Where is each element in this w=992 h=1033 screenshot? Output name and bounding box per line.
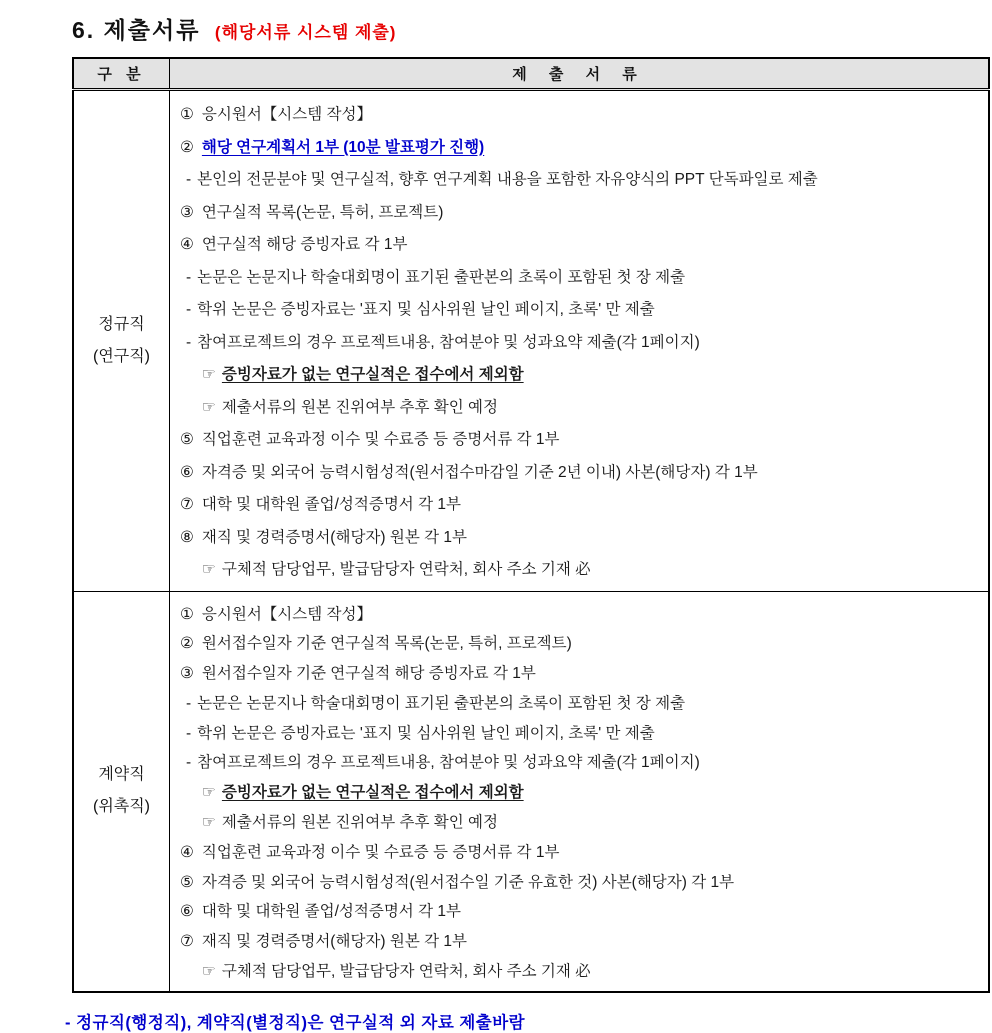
- row-label-line: 계약직: [98, 766, 145, 784]
- line-text: 증빙자료가 없는 연구실적은 접수에서 제외함: [221, 784, 524, 802]
- pointer-hand-icon: ☞: [202, 398, 216, 416]
- line-marker: -: [186, 754, 192, 772]
- line-text: 본인의 전문분야 및 연구실적, 향후 연구계획 내용을 포함한 자유양식의 PPT 단독파일로 제출: [197, 171, 818, 188]
- doc-line: [174, 197, 984, 230]
- line-marker: -: [186, 694, 192, 712]
- doc-line: [174, 262, 984, 295]
- line-marker: ①: [180, 106, 194, 123]
- row-documents-cell: [170, 90, 990, 592]
- doc-line: [174, 600, 984, 630]
- documents-table: [72, 57, 990, 993]
- doc-line: [174, 629, 984, 659]
- doc-line: [174, 522, 984, 555]
- line-text: 논문은 논문지나 학술대회명이 표기된 출판본의 초록이 포함된 첫 장 제출: [197, 268, 686, 286]
- line-text: 응시원서【시스템 작성】: [201, 605, 372, 623]
- line-marker: -: [186, 333, 192, 351]
- line-text: 해당 연구계획서 1부 (10분 발표평가 진행): [201, 138, 485, 156]
- doc-line: [174, 229, 984, 262]
- doc-line: [174, 927, 984, 957]
- doc-line: [174, 719, 984, 749]
- line-text: 제출서류의 원본 진위여부 추후 확인 예정: [221, 398, 498, 416]
- doc-line: [174, 838, 984, 868]
- row-label-line: (위촉직): [92, 798, 151, 816]
- line-text: 대학 및 대학원 졸업/성적증명서 각 1부: [201, 903, 461, 921]
- line-marker: ⑥: [180, 463, 194, 481]
- line-marker: ⑦: [180, 933, 194, 951]
- row-label: [73, 90, 170, 592]
- line-marker: -: [186, 171, 192, 188]
- line-text: 자격증 및 외국어 능력시험성적(원서접수일 기준 유효한 것) 사본(해당자) 각 1부: [201, 873, 735, 891]
- line-marker: ①: [180, 605, 194, 623]
- line-marker: ②: [180, 138, 194, 156]
- line-text: 참여프로젝트의 경우 프로젝트내용, 참여분야 및 성과요약 제출(각 1페이지): [197, 333, 700, 351]
- pointer-hand-icon: ☞: [202, 963, 216, 981]
- line-text: 재직 및 경력증명서(해당자) 원본 각 1부: [201, 528, 467, 546]
- row-documents-cell: [170, 591, 990, 992]
- page-title-highlight: (해당서류 시스템 제출): [214, 23, 397, 42]
- line-marker: ⑤: [180, 431, 194, 448]
- pointer-hand-icon: ☞: [202, 814, 216, 832]
- doc-line: [174, 659, 984, 689]
- table-header-category: 구 분: [73, 58, 170, 90]
- footer-note: - 정규직(행정직), 계약직(별정직)은 연구실적 외 자료 제출바람: [65, 1013, 526, 1032]
- table-row: [73, 90, 989, 592]
- pointer-hand-icon: ☞: [202, 784, 216, 802]
- doc-line: [174, 99, 984, 132]
- table-row: [73, 591, 989, 992]
- doc-line: [174, 689, 984, 719]
- line-marker: ②: [180, 635, 194, 653]
- doc-line: [174, 489, 984, 522]
- page-title: [72, 12, 992, 45]
- line-marker: ③: [180, 665, 194, 683]
- line-text: 직업훈련 교육과정 이수 및 수료증 등 증명서류 각 1부: [201, 431, 560, 448]
- line-text: 논문은 논문지나 학술대회명이 표기된 출판본의 초록이 포함된 첫 장 제출: [197, 694, 686, 712]
- doc-line: [174, 748, 984, 778]
- line-text: 학위 논문은 증빙자료는 '표지 및 심사위원 날인 페이지, 초록' 만 제출: [197, 301, 655, 318]
- row-label-line: (연구직): [92, 347, 151, 365]
- doc-line: [174, 164, 984, 197]
- doc-line: [174, 424, 984, 457]
- doc-line: [174, 359, 984, 392]
- table-header-documents: 제 출 서 류: [170, 58, 990, 90]
- line-text: 원서접수일자 기준 연구실적 해당 증빙자료 각 1부: [201, 665, 536, 683]
- doc-line: [174, 132, 984, 165]
- line-marker: ④: [180, 843, 194, 861]
- documents-table-header: [73, 58, 989, 90]
- line-text: 응시원서【시스템 작성】: [201, 106, 372, 123]
- line-text: 직업훈련 교육과정 이수 및 수료증 등 증명서류 각 1부: [201, 843, 560, 861]
- line-text: 재직 및 경력증명서(해당자) 원본 각 1부: [201, 933, 467, 951]
- row-label: [73, 591, 170, 992]
- doc-line: [174, 294, 984, 327]
- line-text: 원서접수일자 기준 연구실적 목록(논문, 특허, 프로젝트): [201, 635, 572, 653]
- line-text: 증빙자료가 없는 연구실적은 접수에서 제외함: [221, 366, 524, 383]
- line-marker: ④: [180, 236, 194, 253]
- line-marker: -: [186, 724, 192, 742]
- line-text: 제출서류의 원본 진위여부 추후 확인 예정: [221, 814, 498, 832]
- line-text: 연구실적 목록(논문, 특허, 프로젝트): [201, 203, 444, 221]
- line-marker: ⑥: [180, 903, 194, 921]
- doc-line: [174, 457, 984, 490]
- doc-line: [174, 957, 984, 987]
- pointer-hand-icon: ☞: [202, 366, 216, 383]
- line-text: 학위 논문은 증빙자료는 '표지 및 심사위원 날인 페이지, 초록' 만 제출: [197, 724, 655, 742]
- line-marker: -: [186, 268, 192, 286]
- pointer-hand-icon: ☞: [202, 561, 216, 578]
- doc-line: [174, 868, 984, 898]
- doc-line: [174, 392, 984, 425]
- line-marker: ⑧: [180, 528, 194, 546]
- doc-line: [174, 554, 984, 587]
- line-text: 연구실적 해당 증빙자료 각 1부: [201, 236, 408, 253]
- line-text: 구체적 담당업무, 발급담당자 연락처, 회사 주소 기재 必: [221, 561, 591, 578]
- line-text: 구체적 담당업무, 발급담당자 연락처, 회사 주소 기재 必: [221, 963, 591, 981]
- page-title-text: 6. 제출서류: [72, 17, 201, 43]
- row-label-line: 정규직: [98, 315, 145, 333]
- doc-line: [174, 897, 984, 927]
- doc-line: [174, 327, 984, 360]
- line-text: 참여프로젝트의 경우 프로젝트내용, 참여분야 및 성과요약 제출(각 1페이지): [197, 754, 700, 772]
- documents-table-body: [73, 90, 989, 992]
- line-marker: ⑤: [180, 873, 194, 891]
- line-marker: ③: [180, 203, 194, 221]
- line-text: 자격증 및 외국어 능력시험성적(원서접수마감일 기준 2년 이내) 사본(해당자) 각 1부: [201, 463, 758, 481]
- doc-line: [174, 808, 984, 838]
- line-marker: ⑦: [180, 496, 194, 513]
- line-marker: -: [186, 301, 192, 318]
- line-text: 대학 및 대학원 졸업/성적증명서 각 1부: [201, 496, 461, 513]
- doc-line: [174, 778, 984, 808]
